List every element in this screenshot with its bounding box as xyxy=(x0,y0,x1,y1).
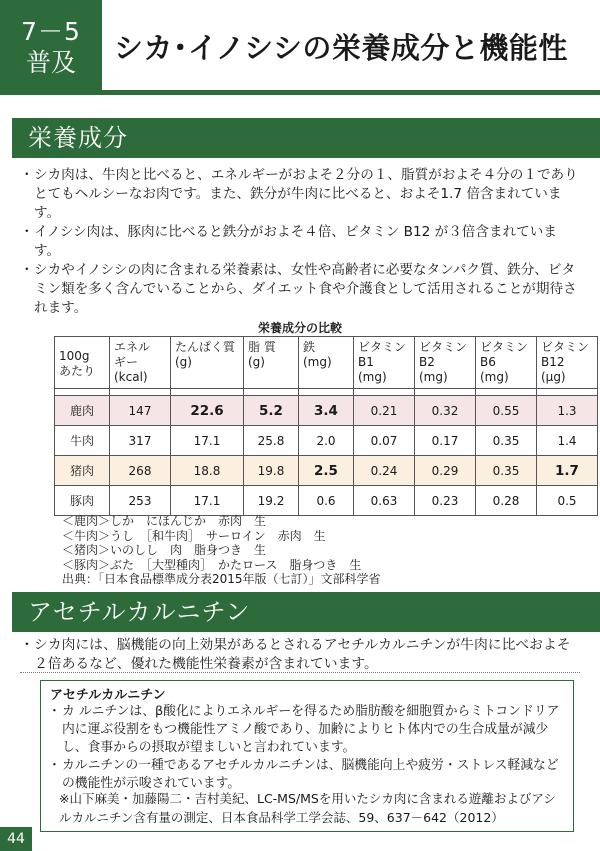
table-header-cell: エネル ギー (kcal) xyxy=(110,337,171,389)
table-cell: 0.07 xyxy=(354,426,415,456)
table-cell: 3.4 xyxy=(299,396,354,426)
info-box-title: アセチルカルニチン xyxy=(50,688,166,703)
table-cell: 0.21 xyxy=(354,396,415,426)
table-cell: 0.55 xyxy=(476,396,537,426)
note-line: ＜牛肉＞うし ［和牛肉］ サーロイン 赤肉 生 xyxy=(62,528,326,543)
table-cell: 25.8 xyxy=(244,426,299,456)
chapter-number: 7－5 xyxy=(21,16,81,46)
table-cell: 2.5 xyxy=(299,456,354,486)
table-cell: 17.1 xyxy=(171,486,244,516)
table-cell: 253 xyxy=(110,486,171,516)
table-row xyxy=(55,456,598,486)
row-label: 牛肉 xyxy=(55,426,110,456)
row-label: 豚肉 xyxy=(55,486,110,516)
table-notes xyxy=(62,514,381,587)
section-heading-nutrition: 栄養成分 xyxy=(12,118,600,158)
table-header-cell: ビタミン B2 (mg) xyxy=(415,337,476,389)
table-header-cell: 100g あたり xyxy=(55,337,110,389)
bullet-item: ・ シカやイノシシの肉に含まれる栄養素は、女性や高齢者に必要なタンパク質、鉄分、ビタミン類を多く含んでいることから、ダイエット食や介護食として活用されることが期待されます。 xyxy=(20,261,580,318)
table-cell: 19.2 xyxy=(244,486,299,516)
table-row xyxy=(55,426,598,456)
bullet-item: ・ シカ肉には、脳機能の向上効果があるとされるアセチルカルニチンが牛肉に比べおよそ２倍あるなど、優れた機能性栄養素が含まれています。 xyxy=(20,636,580,674)
page-number: 44 xyxy=(0,827,32,851)
table-cell: 0.35 xyxy=(476,426,537,456)
chapter-label: 普及 xyxy=(25,47,76,77)
bullet-text: シカやイノシシの肉に含まれる栄養素は、女性や高齢者に必要なタンパク質、鉄分、ビタミン類を多く含んでいることから、ダイエット食や介護食として活用されることが期待されます。 xyxy=(34,262,577,316)
bullet-text: シカ肉には、脳機能の向上効果があるとされるアセチルカルニチンが牛肉に比べおよそ２倍あるなど、優れた機能性栄養素が含まれています。 xyxy=(34,637,571,672)
table-cell: 1.3 xyxy=(537,396,598,426)
table-cell: 0.28 xyxy=(476,486,537,516)
note-line: ＜猪肉＞いのしし 肉 脂身つき 生 xyxy=(62,543,267,557)
nutrition-bullets xyxy=(20,166,580,318)
table-cell: 17.1 xyxy=(171,426,244,456)
bullet-text: カルニチンの一種であるアセチルカルニチンは、脳機能向上や疲労・ストレス軽減などの機能性が示唆されています。 xyxy=(62,758,559,791)
table-cell: 0.24 xyxy=(354,456,415,486)
table-header-cell: たんぱく質 (g) xyxy=(171,337,244,389)
note-line: ＜鹿肉＞しか にほんじか 赤肉 生 xyxy=(62,514,267,528)
table-cell: 1.7 xyxy=(537,456,598,486)
chapter-badge xyxy=(0,0,102,95)
bullet-item: ・ シカ肉は、牛肉と比べると、エネルギーがおよそ２分の１、脂質がおよそ４分の１でありとてもヘルシーなお肉です。また、鉄分が牛肉に比べると、およそ1.7 倍含まれています。 xyxy=(20,166,580,223)
bullet-text: イノシシ肉は、豚肉に比べると鉄分がおよそ４倍、ビタミン B12 が３倍含まれています。 xyxy=(34,224,557,259)
table-row xyxy=(55,486,598,516)
table-cell: 147 xyxy=(110,396,171,426)
table-header-cell: 鉄 (mg) xyxy=(299,337,354,389)
bullet-text: シカ肉は、牛肉と比べると、エネルギーがおよそ２分の１、脂質がおよそ４分の１でありとてもヘルシーなお肉です。また、鉄分が牛肉に比べると、およそ1.7 倍含まれています。 xyxy=(34,167,578,221)
table-cell: 0.17 xyxy=(415,426,476,456)
table-cell: 317 xyxy=(110,426,171,456)
table-cell: 0.32 xyxy=(415,396,476,426)
table-caption: 栄養成分の比較 xyxy=(257,321,342,335)
table-row xyxy=(55,396,598,426)
info-box-bullets xyxy=(48,703,563,793)
table-cell: 268 xyxy=(110,456,171,486)
table-cell: 2.0 xyxy=(299,426,354,456)
source-citation: 出典：「日本食品標準成分表2015年版（七訂）」文部科学省 xyxy=(62,572,381,586)
acetylcarnitine-bullets xyxy=(20,636,580,674)
nutrition-table xyxy=(54,336,598,516)
table-cell: 0.63 xyxy=(354,486,415,516)
header-rule xyxy=(102,90,600,95)
table-cell: 0.6 xyxy=(299,486,354,516)
bullet-item: ・ カルニチンの一種であるアセチルカルニチンは、脳機能向上や疲労・ストレス軽減などの機能性が示唆されています。 xyxy=(48,757,563,793)
bullet-item: ・ イノシシ肉は、豚肉に比べると鉄分がおよそ４倍、ビタミン B12 が３倍含まれています。 xyxy=(20,223,580,261)
reference-citation: ※山下麻美・加藤陽二・吉村美紀、LC-MS/MSを用いたシカ肉に含まれる遊離およびアシルカルニチン含有量の測定、日本食品科学工学会誌、59、637－642（2012） xyxy=(59,791,556,825)
table-cell: 1.4 xyxy=(537,426,598,456)
table-cell: 22.6 xyxy=(171,396,244,426)
bullet-item: ・ カ ルニチンは、β酸化によりエネルギーを得るため脂肪酸を細胞質からミトコンドリア内に運ぶ役割をもつ機能性アミノ酸であり、加齢によりヒト体内での生合成量が減少し、食事からの摂取が望ましいと言われています。 xyxy=(48,703,563,757)
table-cell: 0.35 xyxy=(476,456,537,486)
table-cell: 5.2 xyxy=(244,396,299,426)
table-cell: 0.23 xyxy=(415,486,476,516)
table-header-cell: ビタミン B1 (mg) xyxy=(354,337,415,389)
table-header-cell: ビタミン B12 (μg) xyxy=(537,337,598,389)
page-title: シカ･イノシシの栄養成分と機能性 xyxy=(114,31,568,65)
table-header-cell: 脂 質 (g) xyxy=(244,337,299,389)
row-label: 猪肉 xyxy=(55,456,110,486)
section-heading-acetylcarnitine: アセチルカルニチン xyxy=(12,592,600,632)
table-header-cell: ビタミン B6 (mg) xyxy=(476,337,537,389)
table-spacer xyxy=(55,389,598,396)
bullet-text: カ ルニチンは、β酸化によりエネルギーを得るため脂肪酸を細胞質からミトコンドリア内に運ぶ役割をもつ機能性アミノ酸であり、加齢によりヒト体内での生合成量が減少し、食事からの摂取が望ましいと言われています。 xyxy=(62,704,560,755)
table-cell: 0.5 xyxy=(537,486,598,516)
info-box xyxy=(40,680,574,832)
note-line: ＜豚肉＞ぶた ［大型種肉］ かたロース 脂身つき 生 xyxy=(62,557,362,572)
table-cell: 19.8 xyxy=(244,456,299,486)
table-header-row xyxy=(55,337,598,389)
row-label: 鹿肉 xyxy=(55,396,110,426)
table-cell: 18.8 xyxy=(171,456,244,486)
table-cell: 0.29 xyxy=(415,456,476,486)
dotted-divider xyxy=(20,672,580,673)
